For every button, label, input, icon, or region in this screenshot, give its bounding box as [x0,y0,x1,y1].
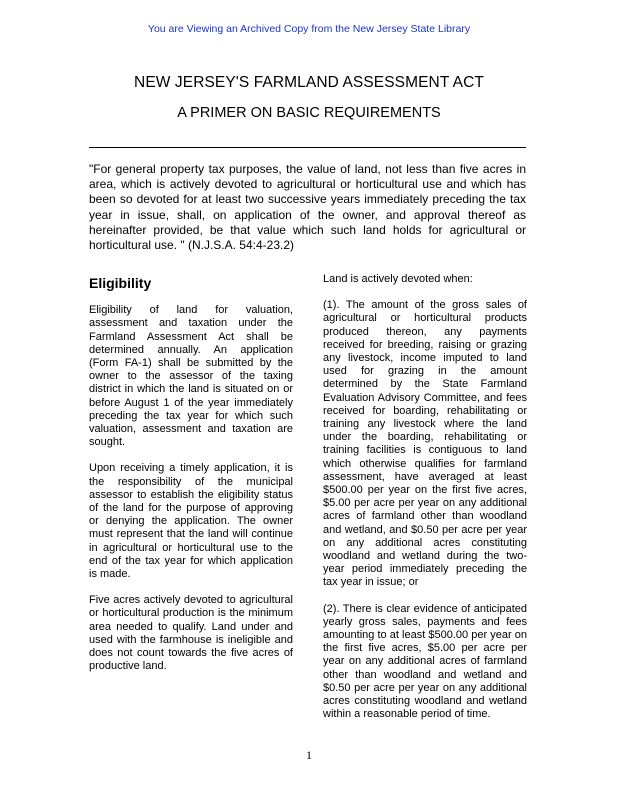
eligibility-paragraph: Eligibility of land for valuation, assessment and taxation under the Farmland Assessment Act shall be determined annually. An application (Form FA-1) shall be submitted by the owner to the assessor of the taxing district in which the land is situated on or before August 1 of the year immediately preceding the tax year for which such valuation, assessment and taxation are sought. [89,304,293,449]
title-divider [89,147,526,148]
section-heading-eligibility: Eligibility [89,275,152,291]
left-column [89,277,293,686]
document-title: NEW JERSEY'S FARMLAND ASSESSMENT ACT [134,74,484,91]
archive-banner: You are Viewing an Archived Copy from the New Jersey State Library [147,23,471,35]
right-column [323,273,527,735]
eligibility-paragraph: Five acres actively devoted to agricultural or horticultural production is the minimum area needed to qualify. Land under and used with the farmhouse is ineligible and does not count towards the five acres of productive land. [89,594,293,673]
statute-quote: "For general property tax purposes, the value of land, not less than five acres in area, which is actively devoted to agricultural or horticultural use and which has been so devoted for at least two successive years immediately preceding the tax year in issue, shall, on application of the owner, and approval thereof as hereinafter provided, be that value which such land holds for agricultural or horticultural use. " (N.J.S.A. 54:4-23.2) [89,162,526,253]
criteria-paragraph: (2). There is clear evidence of anticipated yearly gross sales, payments and fees amounting to at least $500.00 per year on the first five acres, $5.00 per acre per year on any additional acres of farmland other than woodland and wetland and $0.50 per acre per year on any additional acres constituting woodland and wetland within a reasonable period of time. [323,602,527,721]
document-subtitle: A PRIMER ON BASIC REQUIREMENTS [177,105,441,121]
criteria-paragraph: (1). The amount of the gross sales of agricultural or horticultural products produced thereon, any payments received for breeding, raising or grazing any livestock, income imputed to land used for grazing in the amount determined by the State Farmland Evaluation Advisory Committee, and fees received for boarding, rehabilitating or training any livestock where the land under the boarding, rehabilitating or training facilities is contiguous to land which otherwise qualifies for farmland assessment, have averaged at least $500.00 per year on the first five acres, $5.00 per acre per year on any additional acres of farmland other than woodland and wetland, and $0.50 per acre per year on any additional acres constituting woodland and wetland during the two-year period immediately preceding the tax year in issue; or [323,299,527,589]
page-number: 1 [306,748,312,762]
eligibility-paragraph: Upon receiving a timely application, it is the responsibility of the municipal assessor to establish the eligibility status of the land for the purpose of approving or denying the application. The owner must represent that the land will continue in agricultural or horticultural use to the end of the tax year for which application is made. [89,462,293,581]
actively-devoted-lead: Land is actively devoted when: [323,273,473,285]
